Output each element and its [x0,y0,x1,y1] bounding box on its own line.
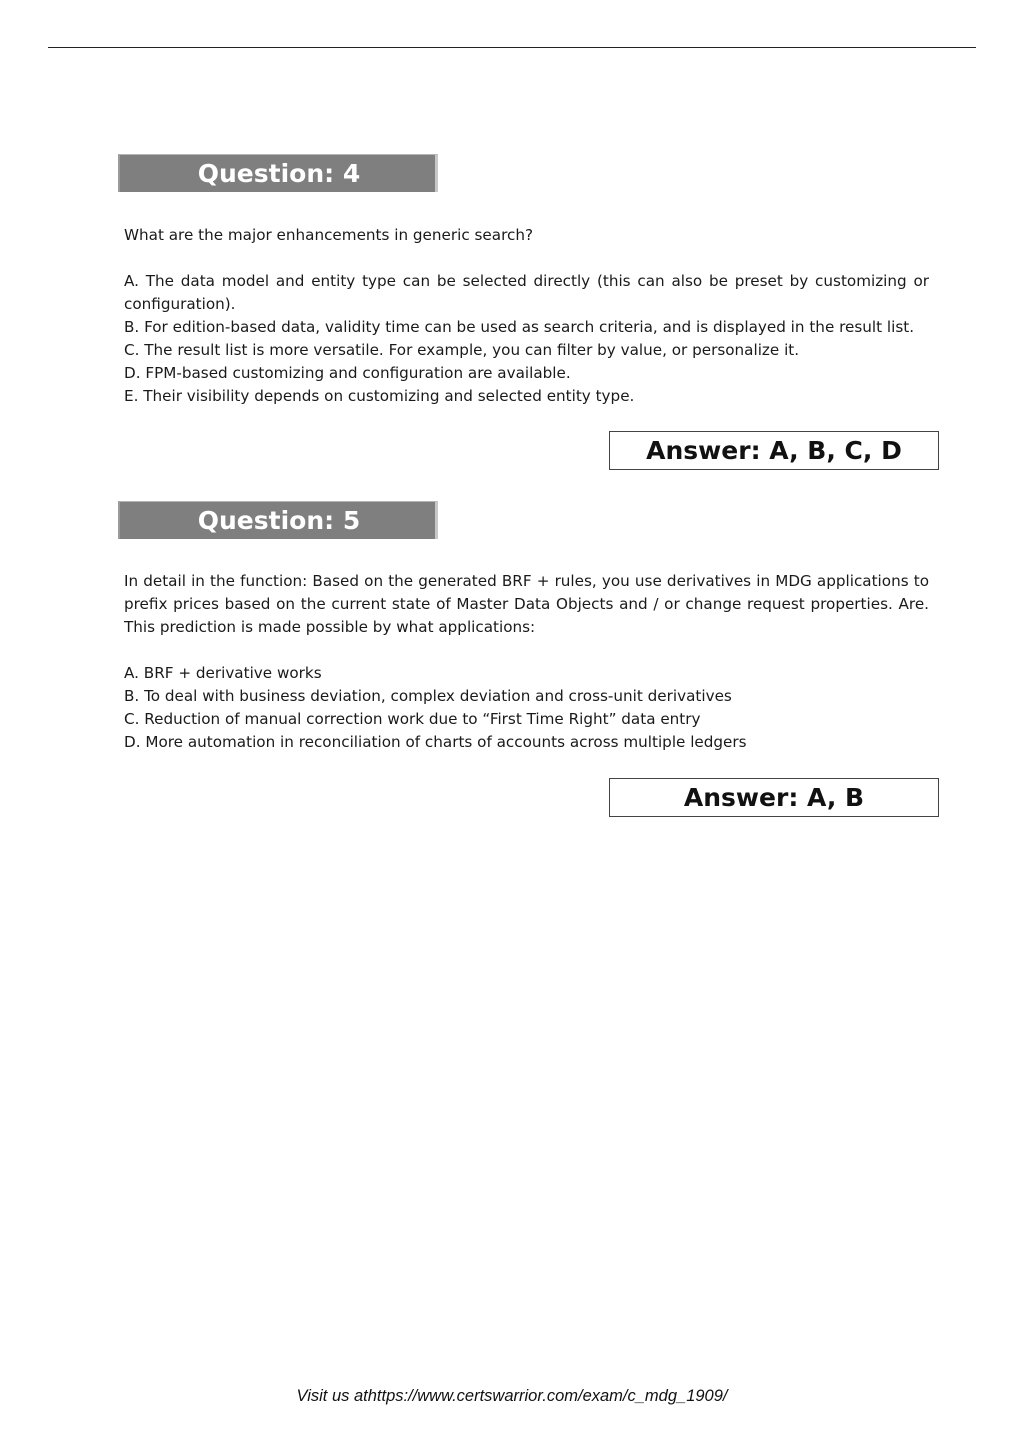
option-item: C. The result list is more versatile. For example, you can filter by value, or personalize it. [124,341,800,359]
question-5-answer-box [609,778,939,817]
question-4-header [118,154,438,192]
question-4-answer-box [609,431,939,470]
question-5-title: Question: 5 [197,506,361,535]
option-item: D. More automation in reconciliation of charts of accounts across multiple ledgers [124,733,747,751]
option-item: E. Their visibility depends on customizing and selected entity type. [124,387,635,405]
question-4-prompt-text: What are the major enhancements in generic search? [124,226,534,244]
top-divider [48,47,976,48]
question-4-title: Question: 4 [197,159,361,188]
option-item: D. FPM-based customizing and configuration are available. [124,364,571,382]
option-item: B. For edition-based data, validity time can be used as search criteria, and is displayed in the result list. [124,318,915,336]
question-4-options [124,270,929,408]
option-item: C. Reduction of manual correction work due to “First Time Right” data entry [124,710,701,728]
option-item: A. BRF + derivative works [124,664,322,682]
question-4-prompt [124,224,929,247]
question-5-prompt [124,570,929,639]
question-5-header [118,501,438,539]
question-5-options [124,662,929,754]
question-5-prompt-text: In detail in the function: Based on the generated BRF + rules, you use derivatives in MDG applications to prefix prices based on the current state of Master Data Objects and / or change request properties. Are. This prediction is made possible by what applications: [124,572,929,636]
option-item: B. To deal with business deviation, complex deviation and cross-unit derivatives [124,687,732,705]
footer-visit-link[interactable]: Visit us athttps://www.certswarrior.com/exam/c_mdg_1909/ [296,1387,728,1405]
question-4-answer: Answer: A, B, C, D [646,436,902,465]
option-item: A. The data model and entity type can be selected directly (this can also be preset by customizing or configuration). [124,272,929,313]
question-5-answer: Answer: A, B [683,783,865,812]
